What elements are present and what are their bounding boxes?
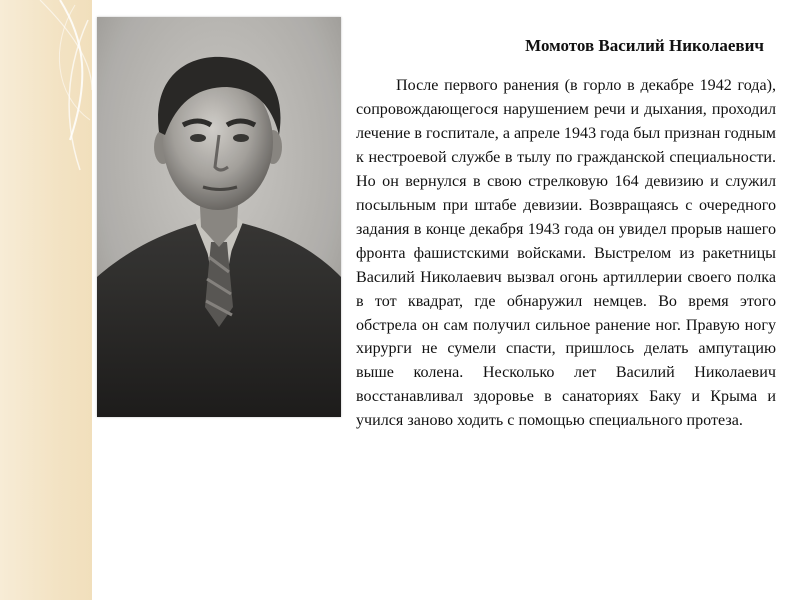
decorative-side-band <box>0 0 92 600</box>
portrait-photo <box>97 17 341 417</box>
decorative-swirl-lines <box>0 0 92 600</box>
person-name-heading: Момотов Василий Николаевич <box>525 36 764 55</box>
biography-paragraph: После первого ранения (в горло в декабре 1942 года), сопровождающегося нарушением речи и дыхания, проходил лечение в госпитале, а апреле 1943 года был признан годным к нестроевой службе в тылу по гражданской специальности. Но он вернулся в свою стрелковую 164 девизию и служил посыльным при штабе девизии. Возвращаясь с очередного задания в конце декабря 1943 года он увидел прорыв нашего фронта фашистскими войсками. Выстрелом из ракетницы Василий Николаевич вызвал огонь артиллерии своего полка в тот квадрат, где обнаружил немцев. Во время этого обстрела он сам получил сильное ранение ног. Правую ногу хирурги не сумели спасти, пришлось делать ампутацию выше колена. Несколько лет Василий Николаевич восстанавливал здоровье в санаториях Баку и Крыма и учился заново ходить с помощью специального протеза. <box>356 77 776 430</box>
